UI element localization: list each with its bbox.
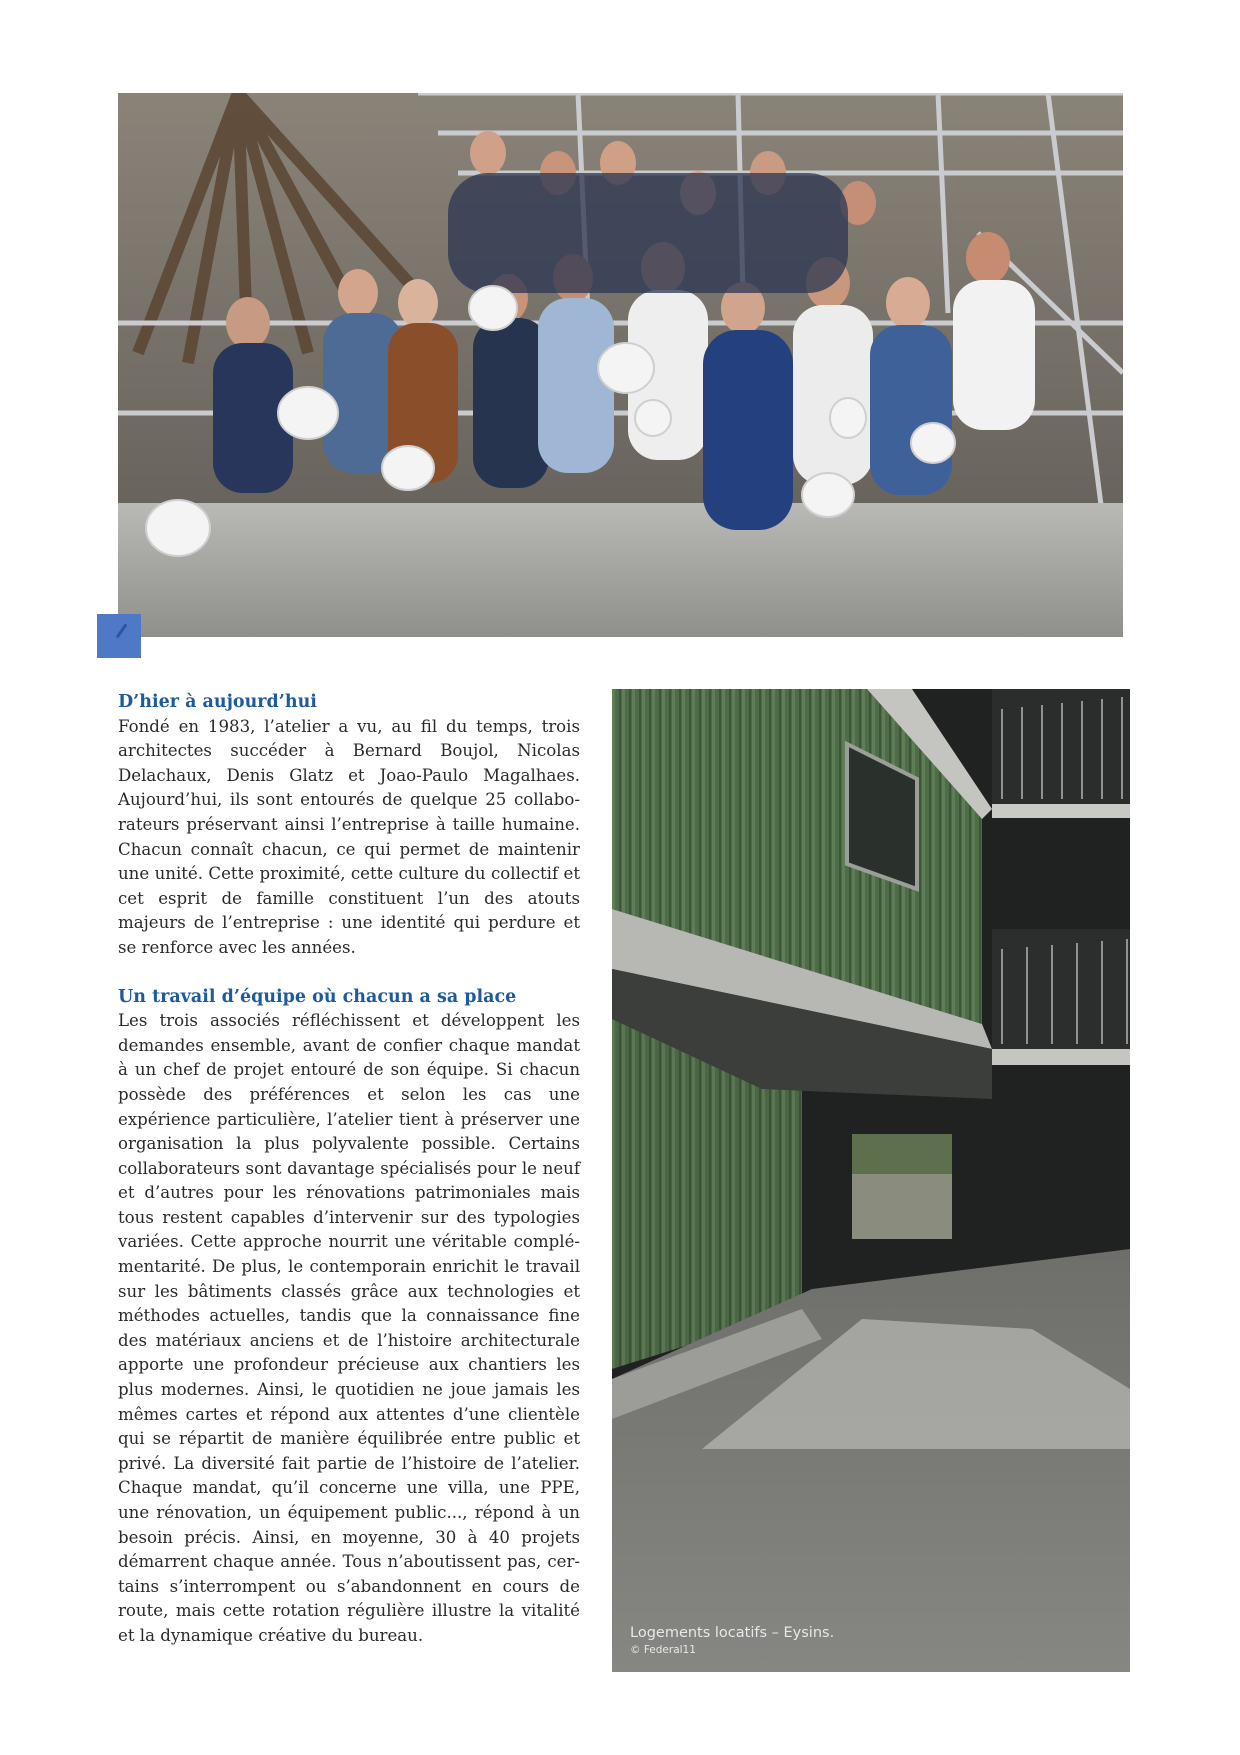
team-photo (118, 93, 1123, 637)
section-body: Fondé en 1983, l’atelier a vu, au fil du temps, trois architectes succéder à Bernard Boujol, Nicolas Delachaux, Denis Glatz et Joao-Paulo Magalhaes. Aujourd’hui, ils sont entourés de quelque 25 collaborateurs préservant ainsi l’entreprise à taille humaine. Chacun connaît chacun, ce qui permet de maintenir une unité. Cette proximité, cette culture du collectif et cet esprit de famille constituent l’un des atouts majeurs de l’entreprise : une identité qui perdure et se renforce avec les années. (118, 716, 580, 957)
building-photo (612, 689, 1130, 1672)
team-photo-illustration (118, 93, 1123, 637)
section-heading: Un travail d’équipe où chacun a sa place (118, 986, 517, 1007)
accent-square (97, 614, 141, 658)
section-history (118, 690, 580, 961)
building-photo-illustration (612, 689, 1130, 1672)
caption-title: Logements locatifs – Eysins. (630, 1625, 835, 1641)
section-teamwork (118, 985, 580, 1649)
article-column (118, 690, 580, 1649)
photo-caption (630, 1624, 834, 1658)
section-heading: D’hier à aujourd’hui (118, 692, 317, 712)
caption-credit: © Federal11 (630, 1644, 696, 1656)
section-body: Les trois associés réfléchissent et développent les demandes ensemble, avant de confier chaque mandat à un chef de projet entouré de son équipe. Si chacun possède des préférences et selon les cas une expérience particulière, l’atelier tient à préserver une organisation la plus polyvalente possible. Certains collaborateurs sont davantage spécialisés pour le neuf et d’autres pour les rénovations patrimoniales mais tous restent capables d’intervenir sur des typologies variées. Cette approche nourrit une véritable complémentarité. De plus, le contemporain enrichit le travail sur les bâtiments classés grâce aux technologies et méthodes actuelles, tandis que la connaissance fine des matériaux anciens et de l’histoire architecturale apporte une profondeur précieuse aux chantiers les plus modernes. Ainsi, le quotidien ne joue jamais les mêmes cartes et répond aux attentes d’une clientèle qui se répartit de manière équilibrée entre public et privé. La diversité fait partie de l’histoire de l’atelier. Chaque mandat, qu’il concerne une villa, une PPE, une rénovation, un équipement public..., répond à un besoin précis. Ainsi, en moyenne, 30 à 40 projets démarrent chaque année. Tous n’aboutissent pas, certains s’interrompent ou s’abandonnent en cours de route, mais cette rotation régulière illustre la vitalité et la dynamique créative du bureau. (118, 1011, 580, 1645)
